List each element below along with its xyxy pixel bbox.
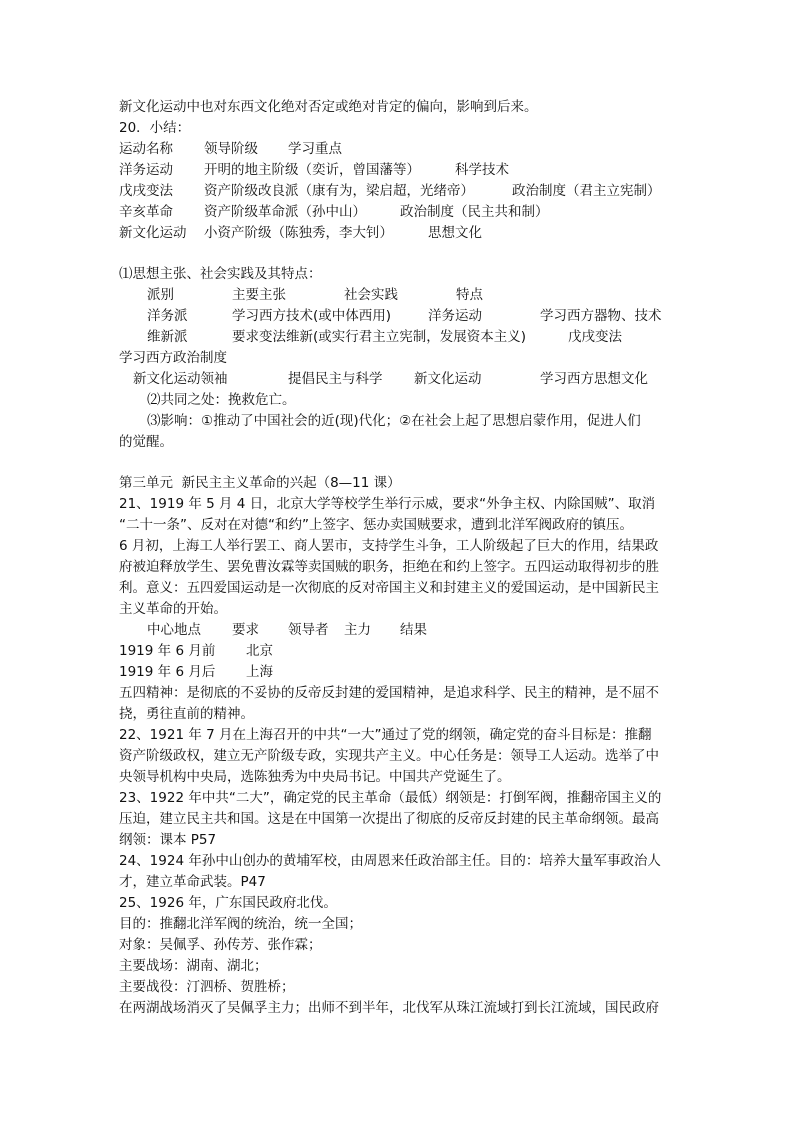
faction-cell: 维新派 bbox=[147, 329, 188, 345]
may4-header: 结果 bbox=[400, 622, 427, 638]
faction-header: 特点 bbox=[456, 287, 483, 303]
text-line: 府被迫释放学生、罢免曹汝霖等卖国贼的职务，拒绝在和约上签字。五四运动取得初步的胜 bbox=[119, 559, 659, 575]
may4-cell: 1919 年 6 月后 bbox=[119, 664, 216, 680]
text-line: 央领导机构中央局，选陈独秀为中央局书记。中国共产党诞生了。 bbox=[119, 769, 511, 785]
text-line: 资产阶级政权，建立无产阶级专政，实现共产主义。中心任务是：领导工人运动。选举了中 bbox=[119, 748, 659, 764]
summary-cell: 戊戌变法 bbox=[119, 183, 173, 199]
text-line: 主要战场：湖南、湖北； bbox=[119, 958, 268, 974]
faction-cell: 学习西方器物、技术 bbox=[540, 308, 662, 324]
summary-cell: 资产阶级革命派（孙中山） bbox=[204, 204, 366, 220]
summary-cell: 新文化运动 bbox=[119, 225, 187, 241]
faction-cell: 学习西方政治制度 bbox=[119, 350, 227, 366]
unit-heading: 第三单元 新民主主义革命的兴起（8—11 课） bbox=[119, 475, 401, 491]
summary-cell: 思想文化 bbox=[428, 225, 482, 241]
text-line: 24、1924 年孙中山创办的黄埔军校，由周恩来任政治部主任。目的：培养大量军事政治人 bbox=[119, 853, 661, 869]
text-line: 对象：吴佩孚、孙传芳、张作霖； bbox=[119, 937, 322, 953]
faction-header: 社会实践 bbox=[344, 287, 398, 303]
may4-header: 领导者 bbox=[288, 622, 329, 638]
faction-cell: 戊戌变法 bbox=[568, 329, 622, 345]
faction-cell: 学习西方技术(或中体西用) bbox=[232, 308, 392, 324]
may4-header: 要求 bbox=[232, 622, 259, 638]
summary-cell: 辛亥革命 bbox=[119, 204, 173, 220]
faction-cell: 洋务派 bbox=[147, 308, 188, 324]
text-line: 6 月初，上海工人举行罢工、商人罢市，支持学生斗争，工人阶级起了巨大的作用，结果政 bbox=[119, 538, 659, 554]
faction-cell: 提倡民主与科学 bbox=[288, 371, 383, 387]
text-line: 在两湖战场消灭了吴佩孚主力；出师不到半年，北伐军从珠江流域打到长江流域，国民政府 bbox=[119, 1000, 659, 1016]
summary-cell: 政治制度（君主立宪制） bbox=[512, 183, 661, 199]
text-line: 22、1921 年 7 月在上海召开的中共“一大”通过了党的纲领，确定党的奋斗目标是：推翻 bbox=[119, 727, 652, 743]
may4-cell: 1919 年 6 月前 bbox=[119, 643, 216, 659]
summary-cell: 洋务运动 bbox=[119, 162, 173, 178]
text-line: 25、1926 年，广东国民政府北伐。 bbox=[119, 895, 337, 911]
text-line: 的觉醒。 bbox=[119, 434, 173, 450]
faction-cell: 新文化运动领袖 bbox=[133, 371, 228, 387]
text-line: 主要战役：汀泗桥、贺胜桥； bbox=[119, 979, 295, 995]
text-line: 新文化运动中也对东西文化绝对否定或绝对肯定的偏向，影响到后来。 bbox=[119, 99, 538, 115]
faction-cell: 洋务运动 bbox=[428, 308, 482, 324]
text-line: 纲领：课本 P57 bbox=[119, 832, 217, 848]
faction-header: 主要主张 bbox=[232, 287, 286, 303]
text-line: “二十一条”、反对在对德“和约”上签字、惩办卖国贼要求，遭到北洋军阀政府的镇压。 bbox=[119, 517, 633, 533]
text-line: 挠，勇往直前的精神。 bbox=[119, 706, 254, 722]
text-line: 压迫，建立民主共和国。这是在中国第一次提出了彻底的反帝反封建的民主革命纲领。最高 bbox=[119, 811, 659, 827]
summary-header-class: 领导阶级 bbox=[204, 141, 258, 157]
text-line: 才，建立革命武装。P47 bbox=[119, 874, 266, 890]
text-line: 主义革命的开始。 bbox=[119, 601, 227, 617]
text-line: 21、1919 年 5 月 4 日，北京大学等校学生举行示威，要求“外争主权、内除国贼”、取消 bbox=[119, 496, 656, 512]
text-line: 目的：推翻北洋军阀的统治，统一全国； bbox=[119, 916, 362, 932]
text-line: 五四精神：是彻底的不妥协的反帝反封建的爱国精神，是追求科学、民主的精神，是不屈不 bbox=[119, 685, 659, 701]
subsection-title: ⑴思想主张、社会实践及其特点： bbox=[119, 266, 322, 282]
faction-cell: 学习西方思想文化 bbox=[540, 371, 648, 387]
may4-cell: 上海 bbox=[246, 664, 273, 680]
may4-cell: 北京 bbox=[246, 643, 273, 659]
text-line: ⑶影响：①推动了中国社会的近(现)代化；②在社会上起了思想启蒙作用，促进人们 bbox=[147, 413, 641, 429]
summary-cell: 小资产阶级（陈独秀，李大钊） bbox=[204, 225, 393, 241]
may4-header: 主力 bbox=[344, 622, 371, 638]
summary-header-focus: 学习重点 bbox=[288, 141, 342, 157]
summary-cell: 科学技术 bbox=[455, 162, 509, 178]
text-line: 23、1922 年中共“二大”，确定党的民主革命（最低）纲领是：打倒军阀，推翻帝国主义的 bbox=[119, 790, 662, 806]
summary-cell: 资产阶级改良派（康有为，梁启超，光绪帝） bbox=[204, 183, 474, 199]
faction-cell: 要求变法维新(或实行君主立宪制，发展资本主义) bbox=[232, 329, 527, 345]
summary-cell: 政治制度（民主共和制） bbox=[400, 204, 549, 220]
summary-cell: 开明的地主阶级（奕䜣，曾国藩等） bbox=[204, 162, 420, 178]
text-line: 利。意义：五四爱国运动是一次彻底的反对帝国主义和封建主义的爱国运动，是中国新民主 bbox=[119, 580, 659, 596]
may4-header: 中心地点 bbox=[147, 622, 201, 638]
faction-header: 派别 bbox=[147, 287, 174, 303]
section-20-heading: 20．小结： bbox=[119, 120, 191, 136]
text-line: ⑵共同之处：挽救危亡。 bbox=[147, 392, 296, 408]
summary-header-movement: 运动名称 bbox=[119, 141, 173, 157]
faction-cell: 新文化运动 bbox=[414, 371, 482, 387]
